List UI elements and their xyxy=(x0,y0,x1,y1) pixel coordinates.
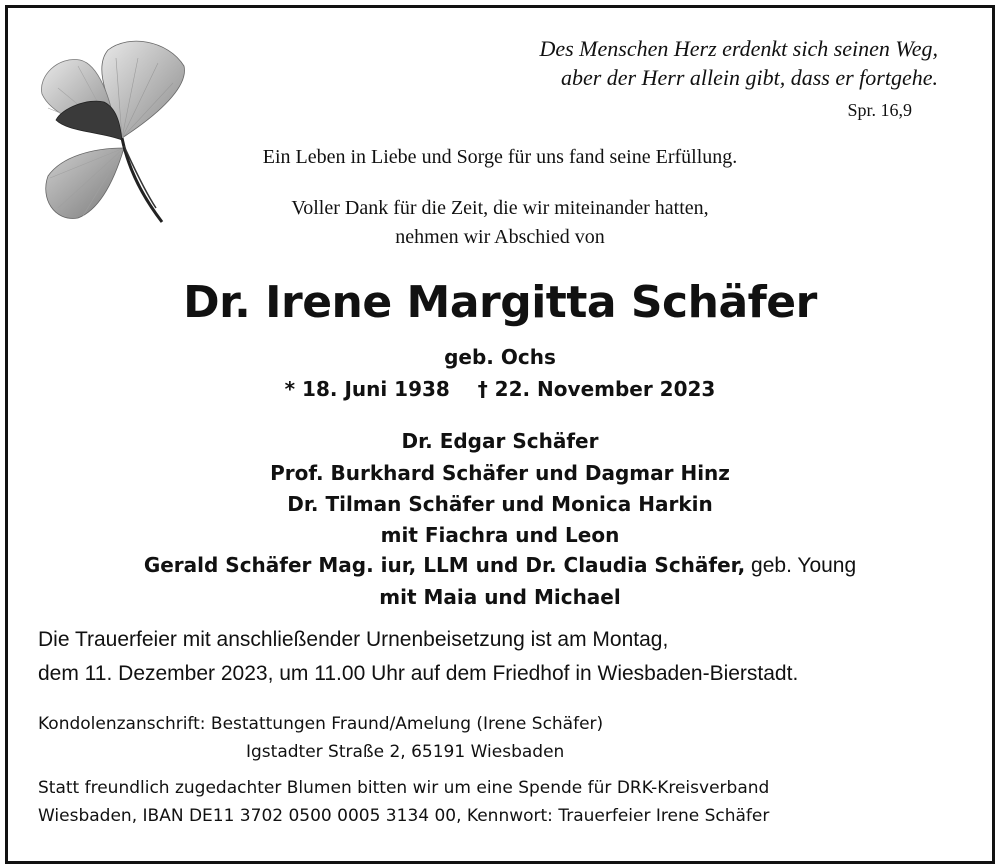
mourner-line-4: mit Fiachra und Leon xyxy=(380,523,620,547)
mourner-line-5 xyxy=(0,553,1000,578)
intro-line-2: Voller Dank für die Zeit, die wir miteinander hatten, xyxy=(291,197,709,219)
life-dates xyxy=(0,377,1000,401)
maiden-name: geb. Ochs xyxy=(444,345,556,369)
donation-line-2: Wiesbaden, IBAN DE11 3702 0500 0005 3134 00, Kennwort: Trauerfeier Irene Schäfer xyxy=(38,806,770,826)
birth-date: * 18. Juni 1938 xyxy=(284,377,450,401)
quote-line-1: Des Menschen Herz erdenkt sich seinen Weg, xyxy=(539,36,938,61)
quote-line-2: aber der Herr allein gibt, dass er fortgehe. xyxy=(560,65,938,90)
death-date: † 22. November 2023 xyxy=(477,377,716,401)
mourner-line-6: mit Maia und Michael xyxy=(379,585,621,609)
mourner-line-5-names: Gerald Schäfer Mag. iur, LLM und Dr. Claudia Schäfer, xyxy=(143,553,746,577)
condolence-line-1: Kondolenzanschrift: Bestattungen Fraund/Amelung (Irene Schäfer) xyxy=(38,714,604,734)
mourner-line-1: Dr. Edgar Schäfer xyxy=(401,429,599,453)
mourner-line-2: Prof. Burkhard Schäfer und Dagmar Hinz xyxy=(270,461,730,485)
quote-reference: Spr. 16,9 xyxy=(847,100,912,120)
intro-line-1: Ein Leben in Liebe und Sorge für uns fand seine Erfüllung. xyxy=(262,146,738,168)
ceremony-line-2: dem 11. Dezember 2023, um 11.00 Uhr auf dem Friedhof in Wiesbaden-Bierstadt. xyxy=(38,662,799,685)
condolence-line-2: Igstadter Straße 2, 65191 Wiesbaden xyxy=(246,742,565,762)
mourner-line-5-maiden: geb. Young xyxy=(745,554,857,577)
mourner-line-3: Dr. Tilman Schäfer und Monica Harkin xyxy=(287,492,713,516)
ceremony-line-1: Die Trauerfeier mit anschließender Urnenbeisetzung ist am Montag, xyxy=(38,628,669,651)
deceased-name: Dr. Irene Margitta Schäfer xyxy=(183,277,817,328)
donation-line-1: Statt freundlich zugedachter Blumen bitten wir um eine Spende für DRK-Kreisverband xyxy=(38,778,770,798)
intro-line-3: nehmen wir Abschied von xyxy=(395,226,605,248)
